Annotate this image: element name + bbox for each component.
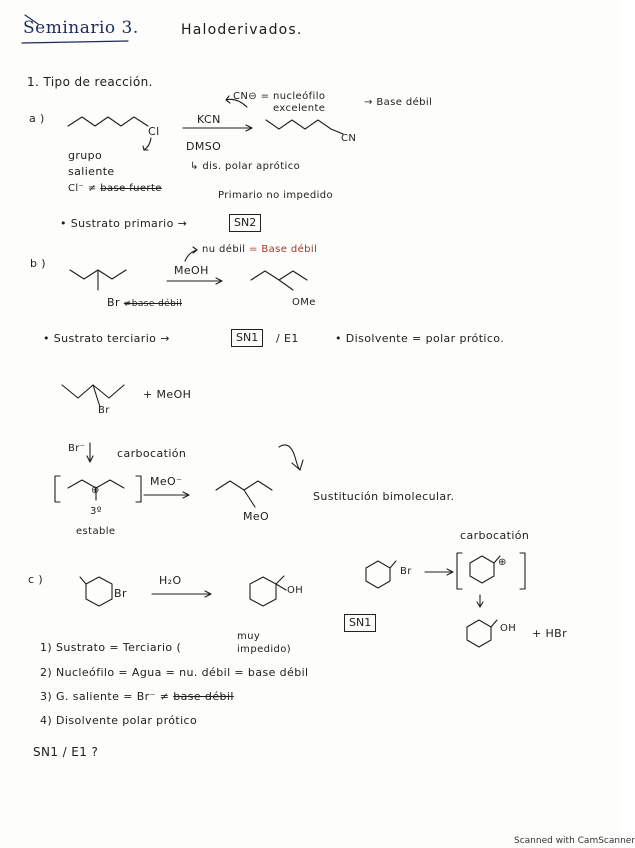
c-carbocation: carbocatión <box>460 529 530 542</box>
a-saliente: saliente <box>68 165 115 178</box>
a-product-group: CN <box>341 133 357 144</box>
c-bromo-2: Br <box>400 566 412 577</box>
b-nu-base: = Base débil <box>249 244 318 255</box>
part-a-label: a ) <box>29 112 45 125</box>
c-list-item-3: 3) G. saliente = Br⁻ ≠ base débil <box>40 690 234 703</box>
c-cation: ⊕ <box>498 557 507 568</box>
mech-carbocation: carbocatión <box>117 447 187 460</box>
sn1-box: SN1 <box>231 329 263 347</box>
c-muy: muy <box>237 631 261 642</box>
c-oh-2: OH <box>500 623 517 634</box>
c-impedido: impedido) <box>237 644 292 655</box>
mech-plus-meoh: + MeOH <box>143 388 192 401</box>
mech-meo: MeO <box>243 510 270 523</box>
a-primario: Primario no impedido <box>218 190 334 201</box>
part-b-label: b ) <box>30 257 46 270</box>
a-solvent: DMSO <box>186 140 222 153</box>
mech-third: 3º <box>90 506 102 517</box>
mech-sust-bimol: Sustitución bimolecular. <box>313 490 455 503</box>
c-oh: OH <box>287 585 304 596</box>
a-reagent: KCN <box>197 113 221 126</box>
b-sustrato: • Sustrato terciario → <box>43 332 170 345</box>
c-hbr: + HBr <box>532 627 568 640</box>
seminar-title: Seminario 3. <box>23 18 139 38</box>
a-base-note: → Base débil <box>364 97 433 108</box>
a-chloro: Cl <box>148 125 160 138</box>
b-bromo: Br ≠base débil <box>107 296 183 309</box>
c-sn1-box: SN1 <box>344 614 376 632</box>
mech-estable: estable <box>76 526 116 537</box>
a-sustrato: • Sustrato primario → <box>60 217 188 230</box>
a-dis-note: ↳ dis. polar aprótico <box>190 161 301 172</box>
a-grupo: grupo <box>68 149 103 162</box>
mech-meo-minus: MeO⁻ <box>150 475 183 488</box>
c-list-item-1: 1) Sustrato = Terciario ( <box>40 641 182 654</box>
scanner-footer: Scanned with CamScanner <box>514 836 635 846</box>
section-heading: 1. Tipo de reacción. <box>27 75 153 89</box>
b-disolvente: • Disolvente = polar prótico. <box>335 332 505 345</box>
seminar-topic: Haloderivados. <box>181 22 303 38</box>
a-cn-note: CN⊖ = nucleófilo <box>233 91 326 102</box>
c-list-item-4: 4) Disolvente polar prótico <box>40 714 198 727</box>
a-cl-note: Cl⁻ ≠ base fuerte <box>68 183 162 194</box>
b-nu-note: nu débil <box>202 244 246 255</box>
c-question: SN1 / E1 ? <box>33 745 99 759</box>
b-reagent: MeOH <box>174 264 209 277</box>
mech-br-leave: Br⁻ <box>68 443 86 454</box>
mech-cation: ⊕ <box>91 485 100 496</box>
sn2-box: SN2 <box>229 214 261 232</box>
c-reagent: H₂O <box>159 574 182 587</box>
c-list-item-2: 2) Nucleófilo = Agua = nu. débil = base débil <box>40 666 309 679</box>
b-product-group: OMe <box>292 297 316 308</box>
mech-bromo: Br <box>98 405 110 416</box>
b-e1: / E1 <box>276 332 299 345</box>
c-bromo: Br <box>114 587 127 600</box>
part-c-label: c ) <box>28 573 44 586</box>
a-cn-note2: excelente <box>273 103 326 114</box>
